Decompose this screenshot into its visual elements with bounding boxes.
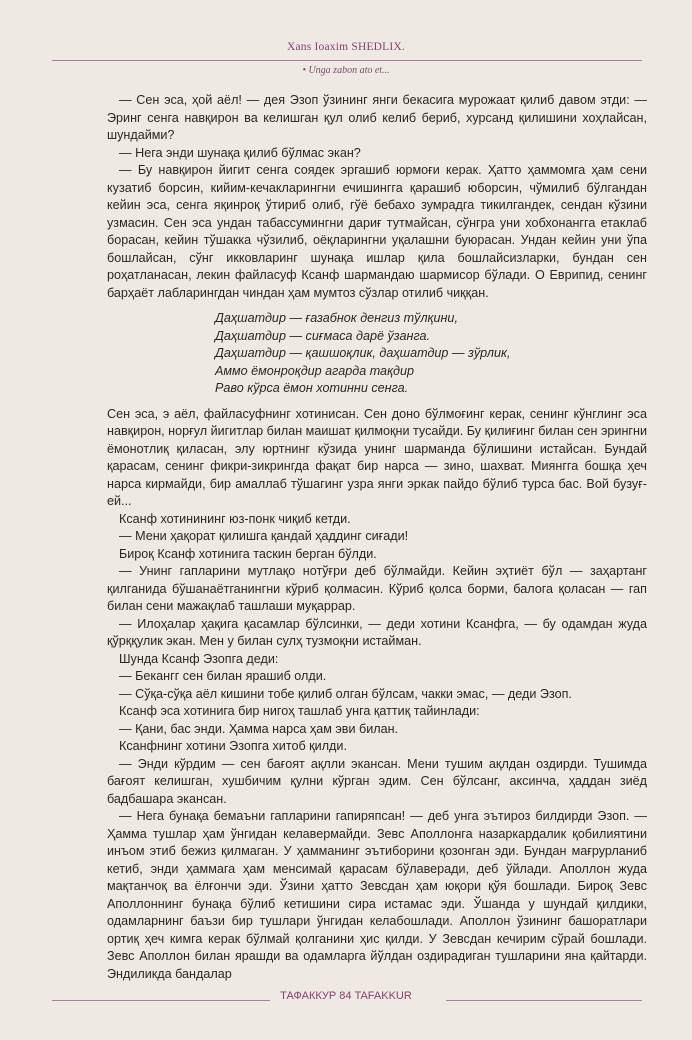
poem-quote — [215, 310, 647, 398]
paragraph: Ксанф эса хотинига бир нигоҳ ташлаб унга қаттиқ тайинлади: — [119, 704, 480, 718]
paragraph: — Қани, бас энди. Ҳамма нарса ҳам эви билан. — [119, 721, 399, 736]
paragraph: — Бу навқирон йигит сенга соядек эргашиб юрмоғи керак. Ҳатто ҳаммомга ҳам сени кузатиб борсин, кийим-кечакларингни ечишингга қарашиб юборсин, чўмилиб бўлгандан кейин эса, сенга яқинроқ ўтириб олиб, гўё бебахо зумрадга тикилгандек, сендан кўзини узмасин. Сен эса ундан табассумингни дариғ тутмайсан, сўнгра уни хобхонангга етаклаб борасан, кейин тўшакка чўзилиб, оёқларингни уқалашни буюрасан. Ундан кейин уни ўпа бошлайсан, сўнг икковларинг шунақа ишлар қила бошлайсизларки, бундан сен роҳатланасан, лекин файласуф Ксанф шармандаю шармисор бўлади. О Еврипид, сенинг барҳаёт лабларингдан чиндан ҳам мумтоз сўзлар отилиб чиққан. — [107, 163, 647, 300]
paragraph: — Сен эса, ҳой аёл! — дея Эзоп ўзининг янги бекасига мурожаат қилиб давом этди: — Эринг сенга навқирон ва келишган қул олиб келиб бериб, хурсанд қилишини хоҳлайсан, шундайми? — [107, 93, 647, 142]
paragraph: — Нега бунақа бемаъни гапларини гапиряпсан! — деб унга эътироз билдирди Эзоп. — Ҳамма тушлар ҳам ўнгидан келавермайди. Зевс Аполлонга назаркардалик қобилиятини инъом этиб бежиз қилмаган. У ҳамманинг эътиборини қозонган эди. Бундан мағрурланиб кетиб, энди ҳаммага ҳам менсимай қарасам бўлаверади, деб ўйлади. Аполлон жуда мақтанчоқ ва ёлғончи эди. Ўзини ҳатто Зевсдан ҳам юқори қўя бошлади. Бироқ Зевс Аполлоннинг бунақа бўлиб кетишини сира истамас эди. Ўшанда у шундай қилдики, одамларнинг баъзи бир тушлари ўнгидан келабошлади. Аполлон ўзининг башоратлари ортиқ ҳеч кимга керак бўлмай қолганини ҳис қилди. У Зевсдан кечирим сўрай бошлади. Зевс Аполлон билан ярашди ва одамларга йўлдан оздирадиган тушларини яна қайтарди. Эндиликда бандалар — [107, 809, 647, 981]
poem-line: Аммо ёмонроқдир агарда тақдир — [215, 363, 414, 378]
paragraph: Сен эса, э аёл, файласуфнинг хотинисан. Сен доно бўлмоғинг керак, сенинг кўнглинг эса навқирон, норғул йигитлар билан маишат қилмоқни тусайди. Бу қилиғинг билан сен эрингни ёмонотлиқ қиласан, элу юртнинг кўзида унинг шарманда бўлишини истайсан. Бундай қарасам, сенинг фикри-зикрингда фақат бир нарса — зино, шахват. Миянгга бошқа ҳеч нарса кирмайди, бир амаллаб тўшагинг узра янги эркак пайдо бўлиб турса бас. Вой бузуғ-ей... — [107, 406, 648, 508]
poem-line: Даҳшатдир — сиғмаса дарё ўзанга. — [215, 328, 431, 343]
poem-line: Даҳшатдир — ғазабнок денгиз тўлқини, — [215, 311, 458, 325]
poem-line: Раво кўрса ёмон хотинни сенга. — [215, 381, 409, 395]
paragraph: — Мени ҳақорат қилишга қандай ҳаддинг сиғади! — [119, 529, 409, 543]
paragraph: Шунда Ксанф Эзопга деди: — [119, 651, 279, 666]
poem-line: Даҳшатдир — қашшоқлик, даҳшатдир — зўрлик, — [215, 346, 511, 360]
running-header-subtitle-text: Unga zabon ato et... — [308, 65, 390, 76]
paragraph: — Илоҳалар ҳақига қасамлар бўлсинки, — деди хотини Ксанфга, — бу одамдан жуда қўрққулик экан. Мен у билан сулҳ тузмоқни истайман. — [107, 616, 647, 648]
paragraph: Ксанфнинг хотини Эзопга хитоб қилди. — [119, 739, 347, 753]
paragraph: — Энди кўрдим — сен бағоят ақлли экансан. Мени тушим ақлдан оздирди. Тушимда бағоят келишган, хушбичим қулни кўрган эдим. Сен бўлсанг, аксинча, ҳаддан зиёд бадбашара экансан. — [107, 756, 647, 806]
paragraph: Ксанф хотинининг юз-понк чиқиб кетди. — [119, 511, 351, 526]
page-footer: ТАФАККУР 84 TAFAKKUR — [280, 990, 412, 1002]
article-body — [107, 92, 647, 983]
paragraph: — Нега энди шунақа қилиб бўлмас экан? — [119, 145, 361, 160]
header-divider — [52, 60, 642, 61]
running-header-subtitle — [0, 65, 692, 76]
paragraph: — Унинг гапларини мутлақо нотўғри деб бўлмайди. Кейин эҳтиёт бўл — заҳартанг қилганида бўшанаётганингни кўриб қолмасин. Кўриб қолса борми, балога қоласан — гап билан сени мажақлаб ташлаши муқаррар. — [107, 564, 647, 613]
paragraph: — Сўқа-сўқа аёл кишини тобе қилиб олган бўлсам, чакки эмас, — деди Эзоп. — [119, 686, 572, 701]
paragraph: Бироқ Ксанф хотинига таскин берган бўлди. — [119, 546, 377, 561]
footer-divider-right — [446, 1000, 642, 1001]
running-header-author: Xans Ioaxim SHEDLIX. — [286, 41, 406, 53]
bullet-icon: • — [302, 65, 306, 76]
paragraph: — Бекангг сен билан ярашиб олди. — [119, 669, 327, 683]
